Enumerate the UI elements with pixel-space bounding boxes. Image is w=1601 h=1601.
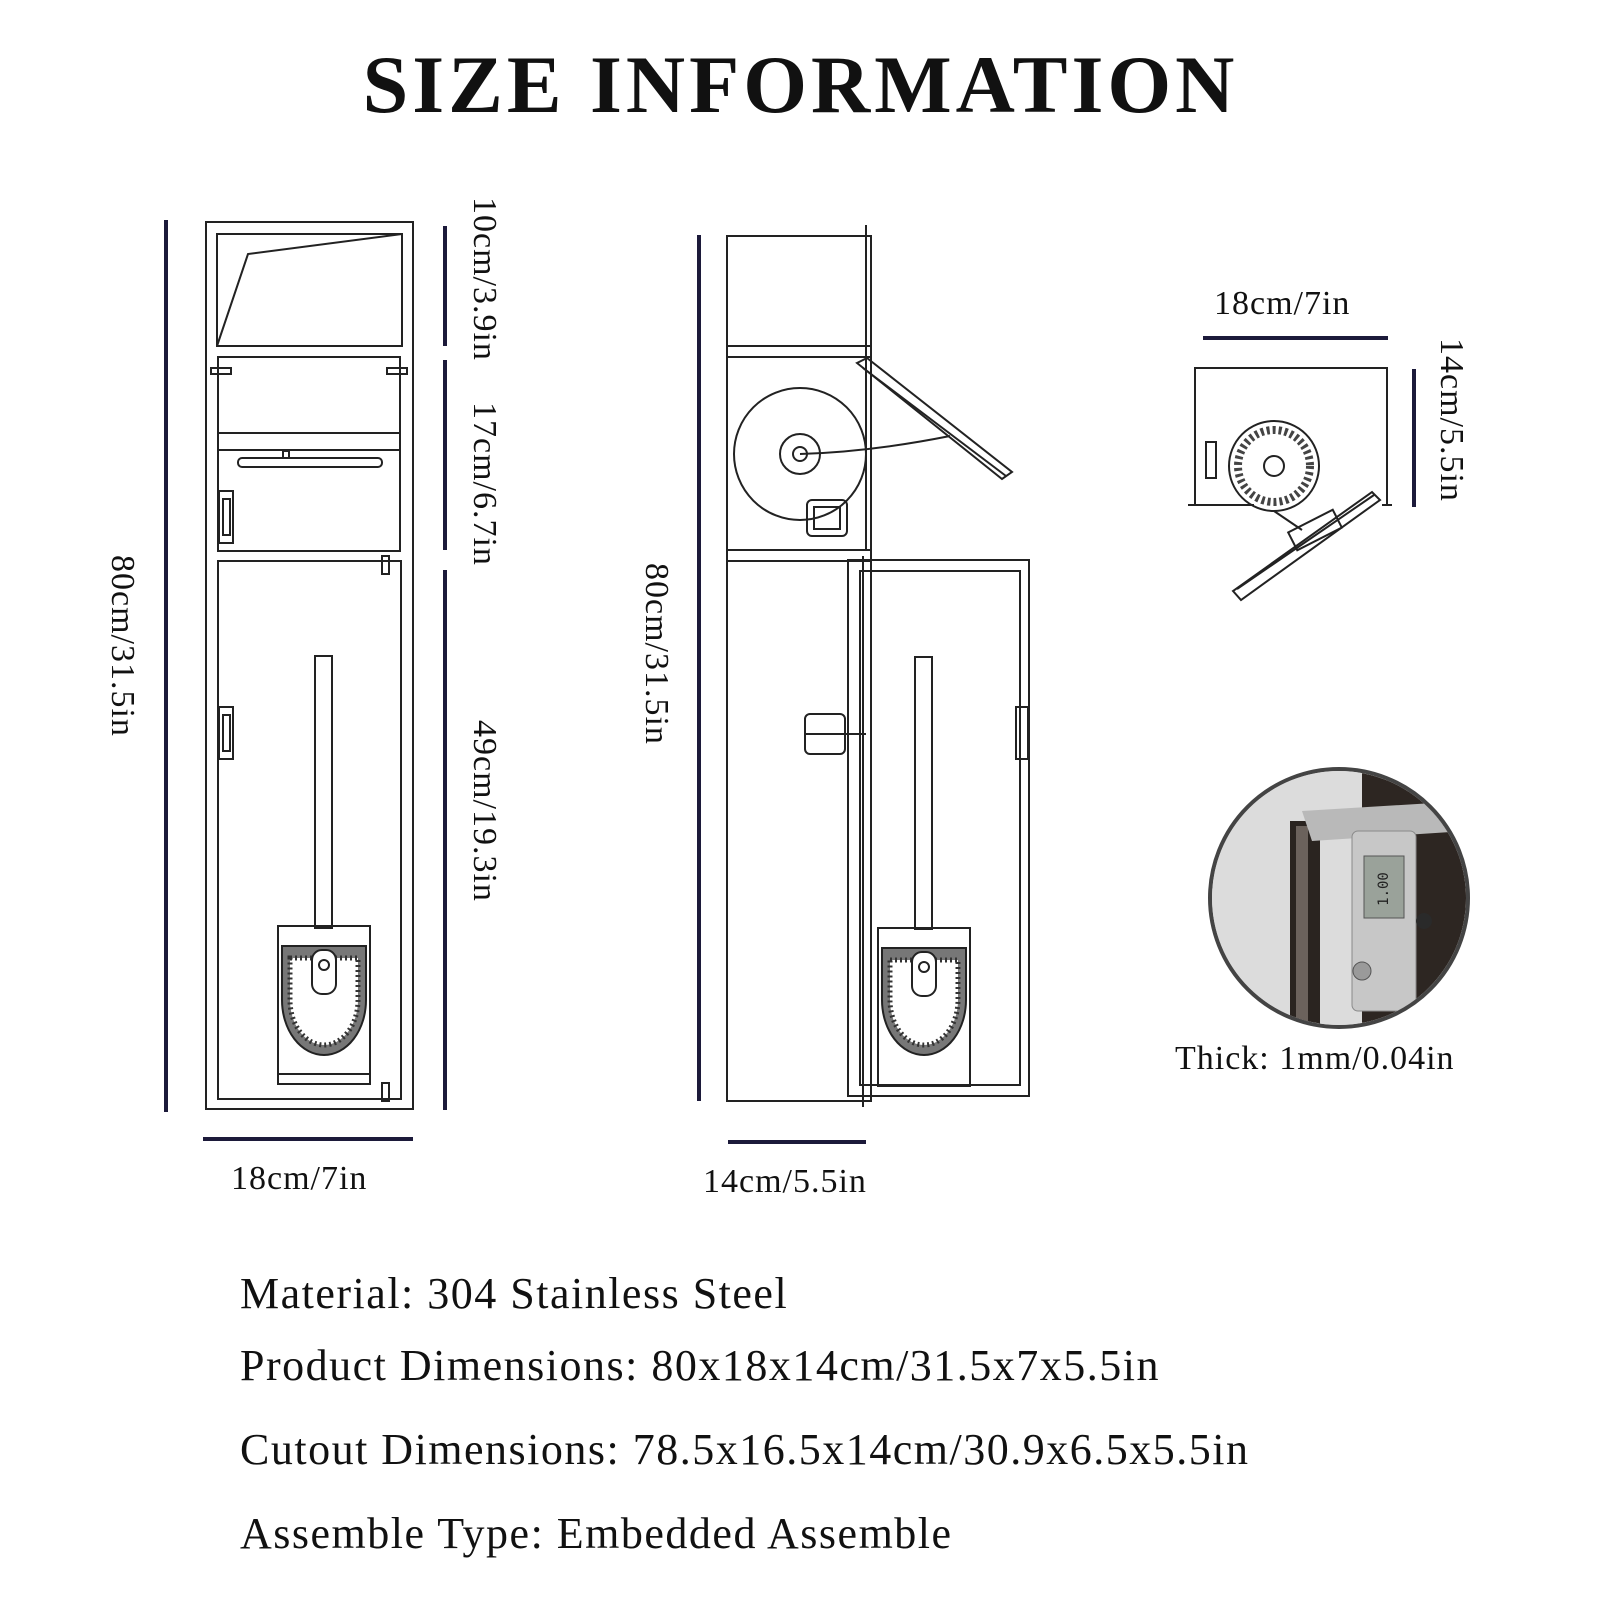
top-depth-label: 14cm/5.5in <box>1433 338 1470 502</box>
top-section-label: 10cm/3.9in <box>466 197 503 361</box>
spec-cutout-dimensions: Cutout Dimensions: 78.5x16.5x14cm/30.9x6.5x5.5in <box>240 1425 1250 1474</box>
top-section-dimension-line <box>443 226 447 346</box>
front-width-dimension-line <box>203 1137 413 1141</box>
side-depth-label: 14cm/5.5in <box>703 1163 867 1200</box>
spec-material: Material: 304 Stainless Steel <box>240 1269 789 1318</box>
front-view-drawing <box>206 222 413 1109</box>
side-depth-dimension-line <box>728 1140 866 1144</box>
side-height-dimension-line <box>697 235 701 1101</box>
bottom-section-dimension-line <box>443 570 447 1110</box>
front-height-dimension-line <box>164 220 168 1112</box>
thickness-label: Thick: 1mm/0.04in <box>1175 1040 1455 1077</box>
top-view-drawing <box>1188 368 1392 600</box>
spec-assemble-type: Assemble Type: Embedded Assemble <box>240 1509 953 1558</box>
top-depth-dimension-line <box>1412 369 1416 507</box>
side-height-label: 80cm/31.5in <box>638 563 675 745</box>
spec-product-dimensions: Product Dimensions: 80x18x14cm/31.5x7x5.5in <box>240 1341 1161 1390</box>
thickness-photo <box>1208 767 1470 1029</box>
bottom-section-label: 49cm/19.3in <box>466 720 503 902</box>
page-title: SIZE INFORMATION <box>362 39 1239 130</box>
middle-section-label: 17cm/6.7in <box>466 402 503 566</box>
middle-section-dimension-line <box>443 360 447 550</box>
top-width-dimension-line <box>1203 336 1388 340</box>
front-width-label: 18cm/7in <box>231 1160 368 1197</box>
caliper-reading: 1.00 <box>1376 872 1392 906</box>
caliper-image <box>1212 771 1466 1025</box>
side-view-drawing <box>727 225 1029 1107</box>
front-height-label: 80cm/31.5in <box>104 555 141 737</box>
top-width-label: 18cm/7in <box>1214 285 1351 322</box>
